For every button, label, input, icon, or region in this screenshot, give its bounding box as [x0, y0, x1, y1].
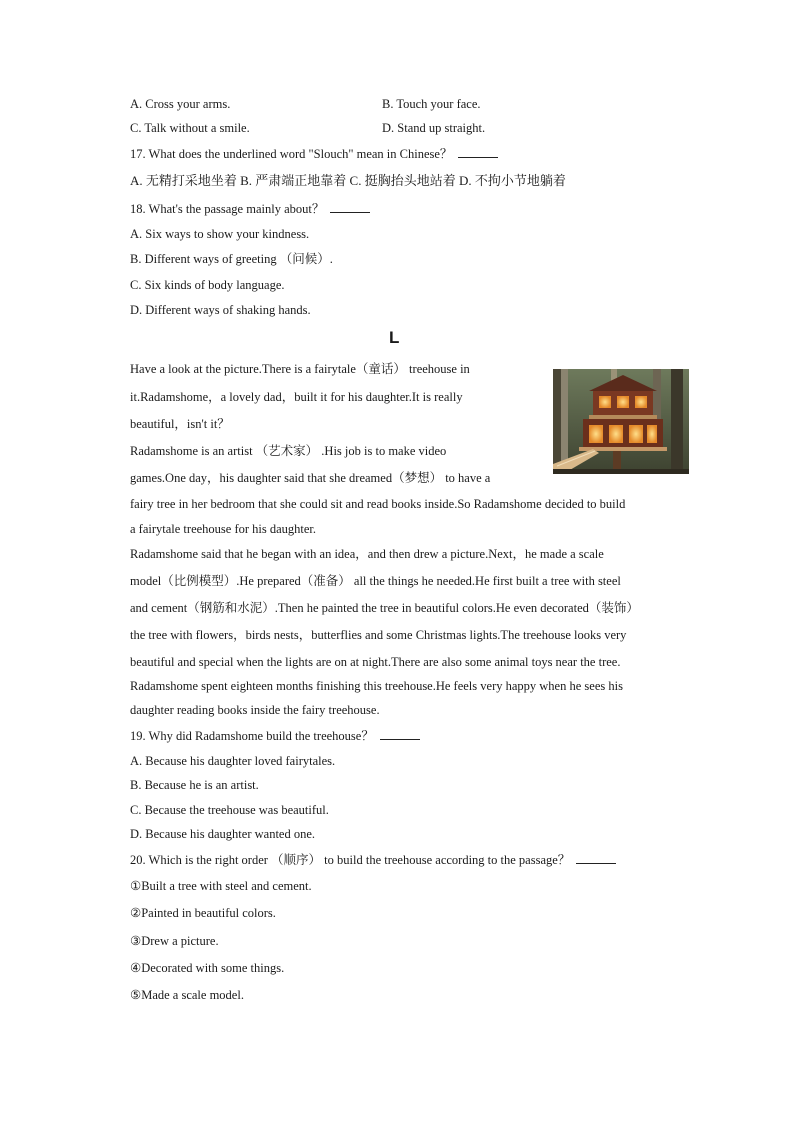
- passage-line: beautiful，isn't it？: [130, 417, 230, 431]
- q19-question-text: 19. Why did Radamshome build the treehouse？: [130, 729, 374, 743]
- q20-question: [130, 851, 616, 868]
- answer-blank[interactable]: [330, 200, 370, 213]
- passage-line: Radamshome said that he began with an idea，and then drew a picture.Next，he made a scale: [130, 547, 604, 561]
- q20-step: ②Painted in beautiful colors.: [130, 906, 276, 920]
- q16-option-a: A. Cross your arms.: [130, 97, 231, 111]
- q17-question-text: 17. What does the underlined word "Slouch" mean in Chinese？: [130, 147, 453, 161]
- passage-line: Radamshome spent eighteen months finishing this treehouse.He feels very happy when he sees his: [130, 679, 623, 693]
- treehouse-photo: [553, 369, 689, 474]
- q17-question: [130, 145, 498, 162]
- passage-line: daughter reading books inside the fairy treehouse.: [130, 703, 380, 717]
- q18-option-a: A. Six ways to show your kindness.: [130, 227, 310, 241]
- q16-option-b: B. Touch your face.: [382, 97, 481, 111]
- q19-option-d: D. Because his daughter wanted one.: [130, 827, 316, 841]
- passage-line: Radamshome is an artist （艺术家） .His job is to make video: [130, 444, 447, 458]
- q20-step: ①Built a tree with steel and cement.: [130, 879, 312, 893]
- passage-line: fairy tree in her bedroom that she could sit and read books inside.So Radamshome decided to build: [130, 497, 626, 511]
- answer-blank[interactable]: [380, 727, 420, 740]
- q19-option-c: C. Because the treehouse was beautiful.: [130, 803, 329, 817]
- passage-line: and cement（钢筋和水泥）.Then he painted the tree in beautiful colors.He even decorated（装饰）: [130, 601, 639, 615]
- passage-line: the tree with flowers，birds nests，butterflies and some Christmas lights.The treehouse looks very: [130, 628, 627, 642]
- q18-option-d: D. Different ways of shaking hands.: [130, 303, 311, 317]
- q20-step: ⑤Made a scale model.: [130, 988, 244, 1002]
- q17-options: A. 无精打采地坐着 B. 严肃端正地靠着 C. 挺胸抬头地站着 D. 不拘小节地躺着: [130, 173, 566, 188]
- q20-step: ③Drew a picture.: [130, 934, 219, 948]
- q18-option-c: C. Six kinds of body language.: [130, 278, 285, 292]
- passage-line: beautiful and special when the lights are on at night.There are also some animal toys near the tree.: [130, 655, 621, 669]
- passage-line: games.One day，his daughter said that she dreamed（梦想） to have a: [130, 471, 491, 485]
- q18-option-b: B. Different ways of greeting （问候）.: [130, 252, 333, 266]
- q20-step: ④Decorated with some things.: [130, 961, 285, 975]
- q19-question: [130, 727, 420, 744]
- answer-blank[interactable]: [458, 145, 498, 158]
- passage-line: Have a look at the picture.There is a fairytale（童话） treehouse in: [130, 362, 470, 376]
- q16-option-d: D. Stand up straight.: [382, 121, 486, 135]
- q16-option-c: C. Talk without a smile.: [130, 121, 250, 135]
- answer-blank[interactable]: [576, 851, 616, 864]
- q20-question-text: 20. Which is the right order （顺序） to build the treehouse according to the passage？: [130, 853, 571, 867]
- q18-question: [130, 200, 370, 217]
- passage-line: model（比例模型）.He prepared（准备） all the things he needed.He first built a tree with steel: [130, 574, 621, 588]
- passage-line: it.Radamshome，a lovely dad，built it for his daughter.It is really: [130, 390, 463, 404]
- passage-line: a fairytale treehouse for his daughter.: [130, 522, 317, 536]
- q19-option-b: B. Because he is an artist.: [130, 778, 259, 792]
- q19-option-a: A. Because his daughter loved fairytales.: [130, 754, 336, 768]
- q18-question-text: 18. What's the passage mainly about？: [130, 202, 325, 216]
- section-title: L: [389, 328, 400, 347]
